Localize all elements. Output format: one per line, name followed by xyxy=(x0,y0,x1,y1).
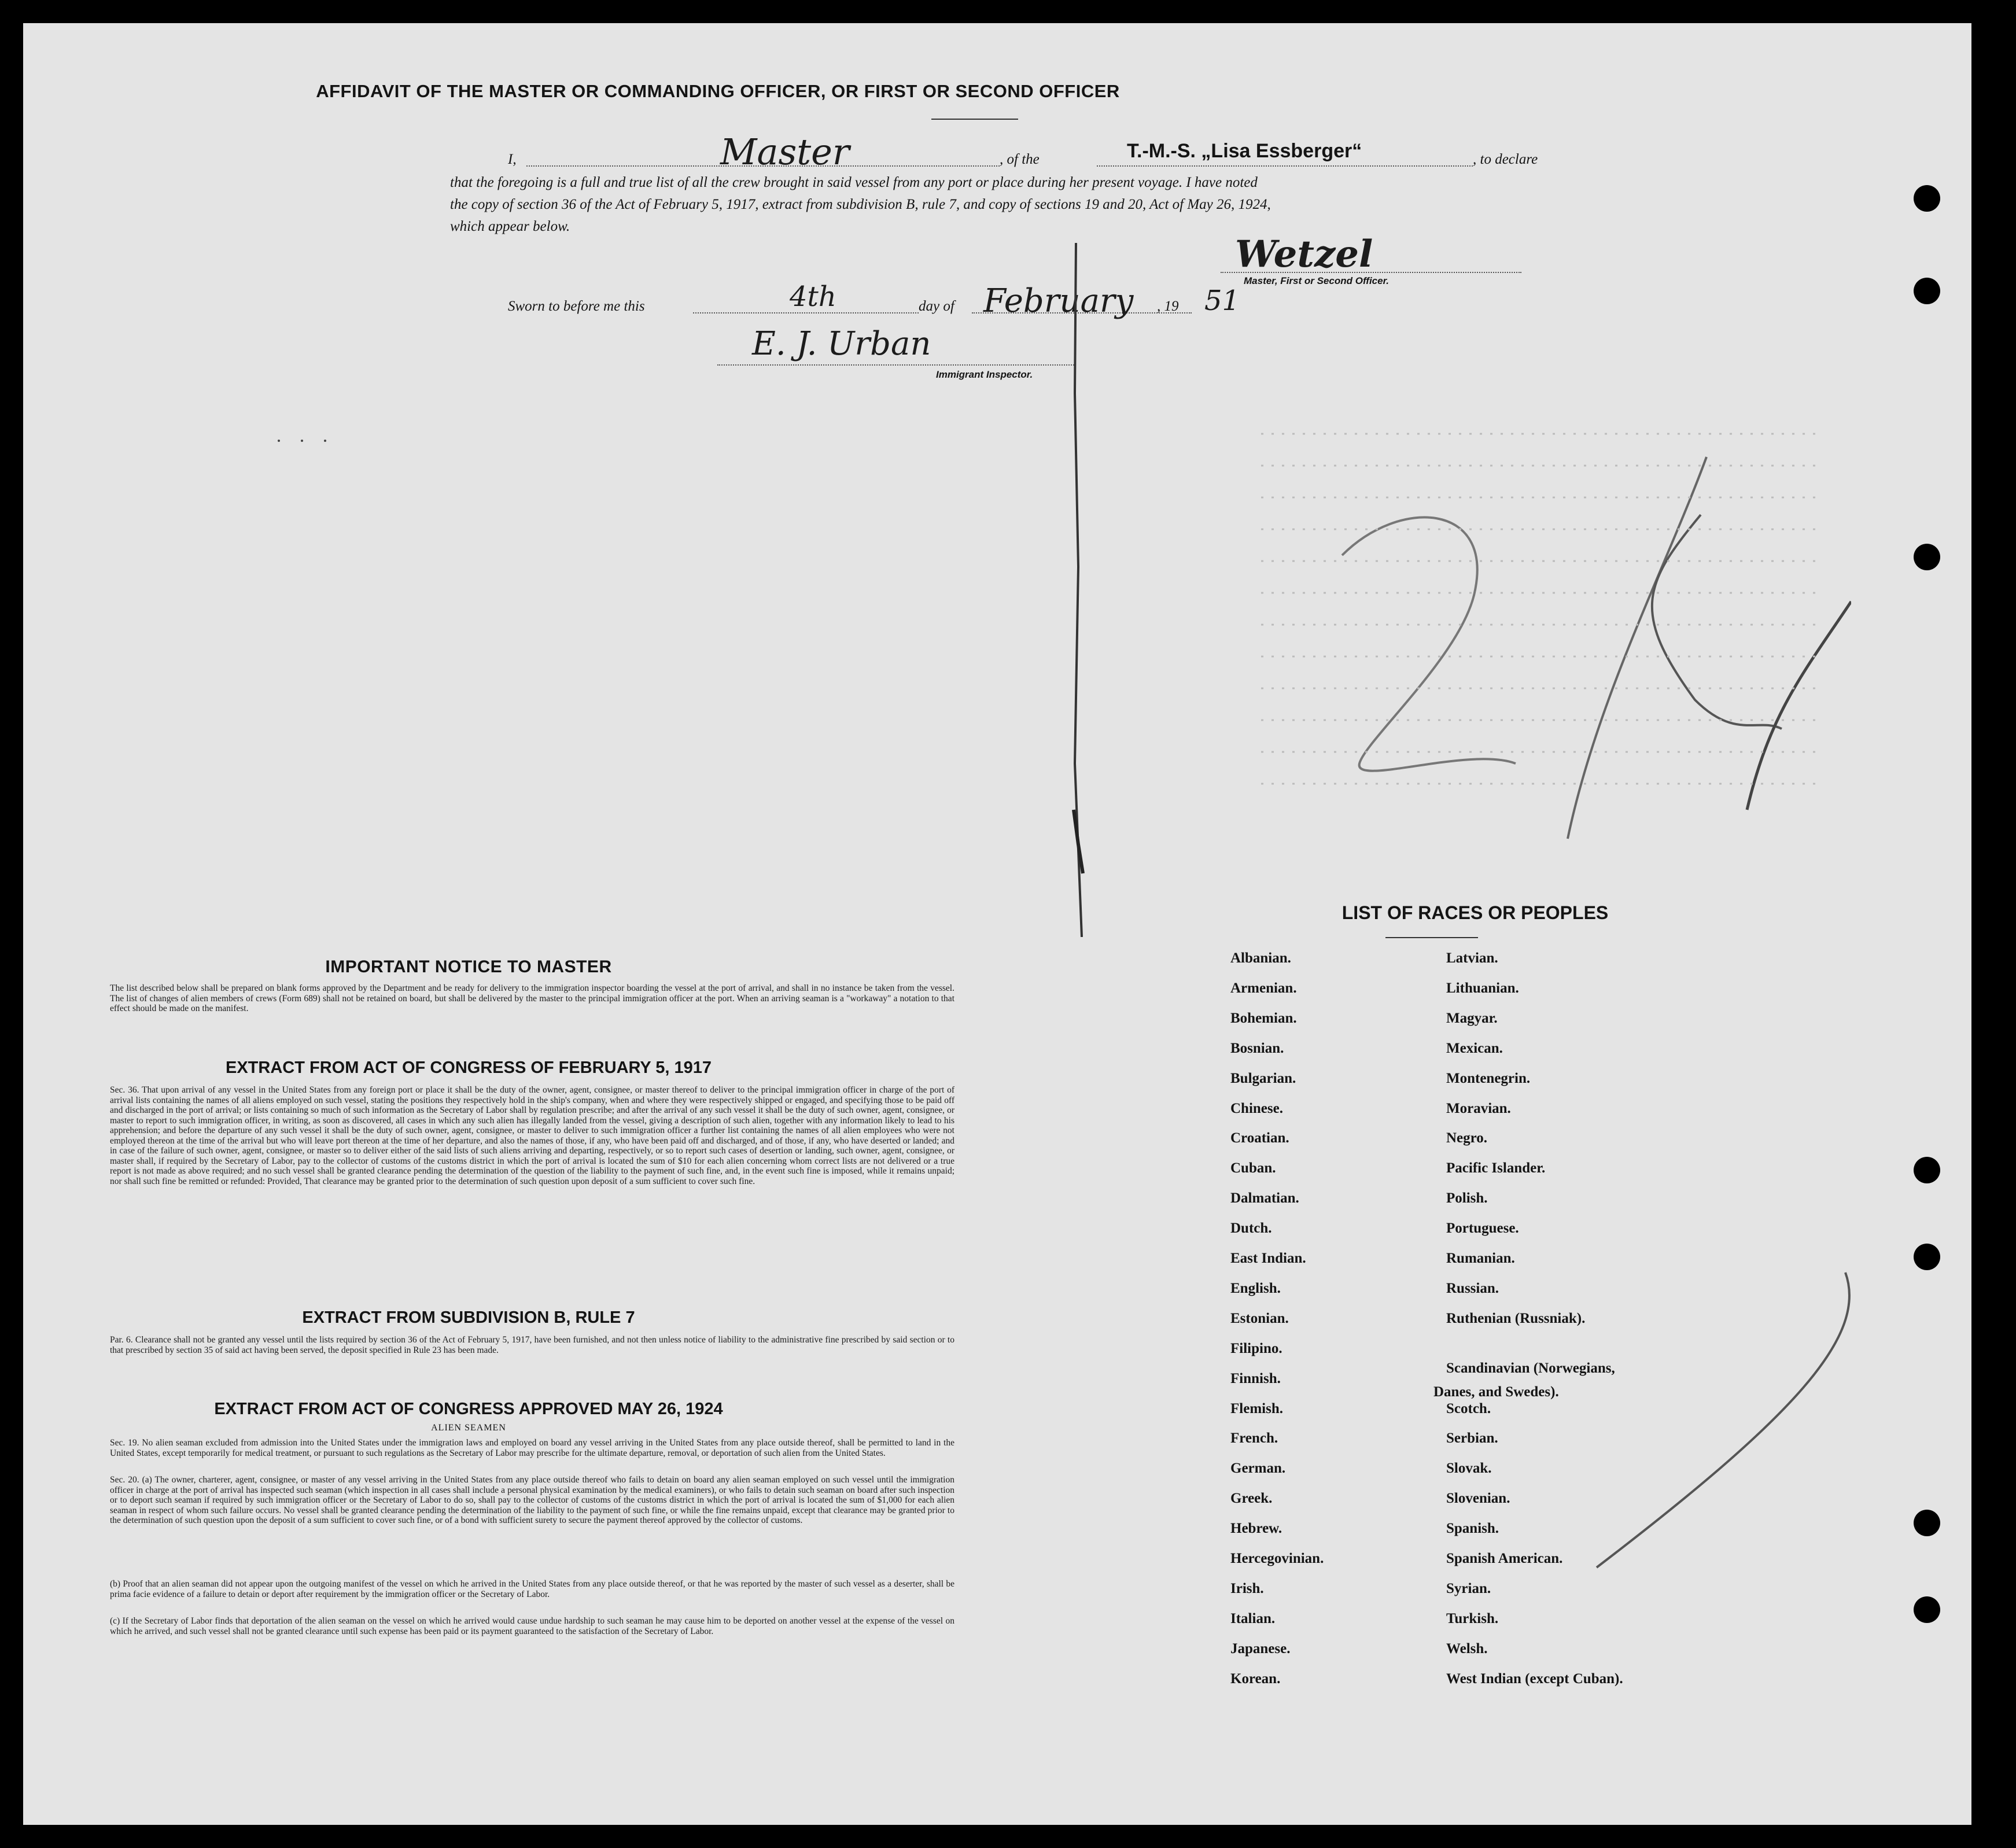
race-item: Negro. xyxy=(1446,1130,1488,1146)
race-item: Syrian. xyxy=(1446,1580,1491,1596)
race-item: Bohemian. xyxy=(1230,1010,1297,1026)
race-item: English. xyxy=(1230,1280,1281,1296)
race-item: Mexican. xyxy=(1446,1040,1503,1056)
extract-1917-title: EXTRACT FROM ACT OF CONGRESS OF FEBRUARY 5, 1917 xyxy=(225,1058,712,1077)
extract-rule7-title: EXTRACT FROM SUBDIVISION B, RULE 7 xyxy=(302,1308,635,1327)
master-signature-line xyxy=(1221,272,1521,273)
day-of-label: day of xyxy=(919,298,954,314)
stray-mark xyxy=(278,440,280,442)
i-label: I, xyxy=(508,152,517,167)
race-item: Latvian. xyxy=(1446,950,1498,966)
race-item: Polish. xyxy=(1446,1190,1488,1207)
race-item: Bulgarian. xyxy=(1230,1070,1296,1086)
punch-hole xyxy=(1914,544,1940,570)
to-declare-label: , to declare xyxy=(1473,152,1538,167)
notice-title: IMPORTANT NOTICE TO MASTER xyxy=(325,957,612,976)
punch-hole xyxy=(1914,185,1940,212)
race-item: Dalmatian. xyxy=(1230,1190,1299,1207)
master-caption: Master, First or Second Officer. xyxy=(1244,275,1389,286)
race-item: Welsh. xyxy=(1446,1640,1488,1657)
year-handwritten: 51 xyxy=(1204,285,1240,317)
race-item: Japanese. xyxy=(1230,1640,1291,1657)
race-item: Slovak. xyxy=(1446,1460,1492,1477)
race-item: Pacific Islander. xyxy=(1446,1160,1546,1176)
race-item: Irish. xyxy=(1230,1580,1264,1596)
race-item: Armenian. xyxy=(1230,980,1297,996)
race-item: Scandinavian (Norwegians, xyxy=(1446,1360,1615,1376)
master-signature: Wetzel xyxy=(1235,233,1373,276)
affidavit-body-line-3: which appear below. xyxy=(450,219,570,234)
race-item: Portuguese. xyxy=(1446,1220,1519,1237)
race-item: Spanish. xyxy=(1446,1521,1499,1537)
race-item: Filipino. xyxy=(1230,1340,1282,1356)
extract-1917-text: Sec. 36. That upon arrival of any vessel in the United States from any foreign port or place it shall be the duty of the owner, agent, consignee, or master thereof to deliver to the principal immigration officer in charge of the port of arrival lists containing the names of all aliens employed on such vessel, stating the positions they respectively hold in the ship's company, when and where they were respectively shipped or engaged, and specifying those to be paid off and discharged in the port of arrival; or lists containing so much of such information as the Secretary of Labor shall by regulation prescribe; and after the arrival of any such vessel it shall be the duty of such owner, agent, consignee, or master to report to such immigration officer, in writing, as soon as discovered, all cases in which any such alien has illegally landed from the vessel, giving a description of such alien, together with any information likely to lead to his apprehension; and before the departure of any such vessel it shall be the duty of such owner, agent, consignee, or master to deliver to such immigration officer a further list containing the names of all alien employees who were not employed thereon at the time of the arrival but who will leave port thereon at the time of her departure, and also the names of those, if any, who have been paid off and discharged, and of those, if any, who have deserted or landed; and in case of the failure of such owner, agent, consignee, or master so to deliver either of the said lists of such aliens arriving and departing, respectively, or so to report such cases of desertion or landing, such owner, agent, consignee, or master shall, if required by the Secretary of Labor, pay to the collector of customs of the customs district in which the port of arrival is located the sum of $10 for each alien concerning whom correct lists are not delivered or a true report is not made as above required; and no such vessel shall be granted clearance pending the determination of the question of the liability to the payment of such fine, and, in the event such fine is imposed, while it remains unpaid; nor shall such fine be remitted or refunded: Provided, That clearance may be granted prior to the determination of such question upon deposit of a sum sufficient to cover such fine. xyxy=(110,1085,954,1186)
extract-1924-sec20a: Sec. 20. (a) The owner, charterer, agent, consignee, or master of any vessel arriving in the United States from any place outside thereof who fails to detain on board any alien seaman employed on such vessel until the immigration officer in charge at the port of arrival has inspected such seaman (which inspection in all cases shall include a personal physical examination by the medical examiners), or who fails to detain such seaman on board after such inspection or to deport such seaman if required by such immigration officer or the Secretary of Labor to do so, shall pay to the collector of customs of the customs district in which the port of arrival is located the sum of $1,000 for each alien seaman in respect of whom such failure occurs. No vessel shall be granted clearance pending the determination of the liability to the payment of such fine, or while the fine remains unpaid, except that clearance may be granted prior to the determination of such question upon the deposit of a sum sufficient to cover such fine, or of a bond with sufficient surety to secure the payment thereof approved by the collector of customs. xyxy=(110,1475,954,1525)
race-item: Scotch. xyxy=(1446,1400,1491,1417)
affidavit-body-line-1: that the foregoing is a full and true list of all the crew brought in said vessel from any port or place during her present voyage. I have noted xyxy=(450,175,1258,190)
race-item: Estonian. xyxy=(1230,1310,1289,1326)
inspector-signature: E. J. Urban xyxy=(752,325,931,363)
stray-mark xyxy=(301,440,303,442)
race-item: Lithuanian. xyxy=(1446,980,1519,996)
year-prefix: , 19 xyxy=(1157,298,1179,314)
inspector-signature-line xyxy=(717,364,1076,366)
race-item: Turkish. xyxy=(1446,1610,1499,1626)
race-item: Magyar. xyxy=(1446,1010,1498,1026)
race-item: Greek. xyxy=(1230,1491,1273,1507)
notice-text: The list described below shall be prepared on blank forms approved by the Department and be ready for delivery to the immigration inspector boarding the vessel at the port of arrival, and shall in no instance be taken from the vessel. The list of changes of alien members of crews (Form 689) shall not be retained on board, but shall be delivered by the master to the principal immigration officer at the port. When an arriving seaman is a "workaway" a notation to that effect should be made on the manifest. xyxy=(110,983,954,1013)
race-item: Croatian. xyxy=(1230,1130,1289,1146)
affidavit-body-line-2: the copy of section 36 of the Act of February 5, 1917, extract from subdivision B, rule 7, and copy of sections 19 and 20, Act of May 26, 1924, xyxy=(450,197,1271,212)
vessel-field-line xyxy=(1097,165,1473,167)
of-the-label: , of the xyxy=(1000,152,1040,167)
race-item: Hercegovinian. xyxy=(1230,1551,1324,1566)
punch-hole xyxy=(1914,1596,1940,1623)
races-title: LIST OF RACES OR PEOPLES xyxy=(1341,902,1609,923)
month-handwritten: February xyxy=(983,282,1134,320)
day-handwritten: 4th xyxy=(790,281,836,313)
vessel-name: T.-M.-S. „Lisa Essberger“ xyxy=(1127,140,1362,162)
race-item: Albanian. xyxy=(1230,950,1291,966)
extract-1924-title: EXTRACT FROM ACT OF CONGRESS APPROVED MAY 26, 1924 xyxy=(214,1400,723,1418)
stray-mark xyxy=(324,440,326,442)
punch-hole xyxy=(1914,1157,1940,1183)
race-item: French. xyxy=(1230,1430,1278,1447)
race-item: Hebrew. xyxy=(1230,1521,1282,1537)
race-item: Korean. xyxy=(1230,1670,1281,1687)
race-item: East Indian. xyxy=(1230,1251,1306,1266)
sworn-label: Sworn to before me this xyxy=(508,298,645,314)
race-item: Spanish American. xyxy=(1446,1551,1563,1566)
extract-1924-sec20c: (c) If the Secretary of Labor finds that deportation of the alien seaman on the vessel on which he arrived would cause undue hardship to such seaman he may cause him to be deported on another vessel at the expense of the vessel on which he arrived, and such vessel shall not be granted clearance until such expense has been paid or its payment guaranteed to the satisfaction of the Secretary of Labor. xyxy=(110,1616,954,1636)
races-rule xyxy=(1385,937,1478,938)
extract-rule7-text: Par. 6. Clearance shall not be granted any vessel until the lists required by section 36 of the Act of February 5, 1917, have been furnished, and not then unless notice of liability to the administrative fine prescribed by said section or to that prescribed by section 35 of said act having been served, the deposit specified in Rule 23 has been made. xyxy=(110,1335,954,1355)
extract-1924-sec20b: (b) Proof that an alien seaman did not appear upon the outgoing manifest of the vessel on which he arrived in the United States from any place outside thereof, or that he was reported by the master of such vessel as a deserter, shall be prima facie evidence of a failure to detain or deport after requirement by the immigration officer or the Secretary of Labor. xyxy=(110,1579,954,1599)
extract-1924-subtitle: ALIEN SEAMEN xyxy=(431,1423,506,1433)
race-item: Cuban. xyxy=(1230,1160,1276,1176)
race-item: Dutch. xyxy=(1230,1220,1272,1237)
race-item: Rumanian. xyxy=(1446,1251,1515,1266)
title-rule xyxy=(931,119,1018,120)
rank-handwritten: Master xyxy=(720,131,850,173)
race-item: Slovenian. xyxy=(1446,1491,1510,1507)
race-item: Serbian. xyxy=(1446,1430,1498,1447)
race-item: Bosnian. xyxy=(1230,1040,1284,1056)
race-scandinavian-cont: Danes, and Swedes). xyxy=(1433,1384,1559,1400)
race-item: Moravian. xyxy=(1446,1100,1511,1116)
punch-hole xyxy=(1914,1244,1940,1270)
race-item: Ruthenian (Russniak). xyxy=(1446,1310,1586,1326)
extract-1924-sec19: Sec. 19. No alien seaman excluded from admission into the United States under the immigration laws and employed on board any vessel arriving in the United States from any place outside thereof, shall be permitted to land in the United States, except temporarily for medical treatment, or pursuant to such regulations as the Secretary of Labor may prescribe for the ultimate departure, removal, or deportation of such alien from the United States. xyxy=(110,1438,954,1458)
race-item: Montenegrin. xyxy=(1446,1070,1531,1086)
race-item: Russian. xyxy=(1446,1280,1499,1296)
race-item: Italian. xyxy=(1230,1610,1276,1626)
pencil-stroke xyxy=(1573,1267,1886,1591)
race-item: Chinese. xyxy=(1230,1100,1283,1116)
race-item: Flemish. xyxy=(1230,1400,1283,1417)
race-item: Finnish. xyxy=(1230,1370,1281,1386)
race-item: West Indian (except Cuban). xyxy=(1446,1670,1623,1687)
affidavit-title: AFFIDAVIT OF THE MASTER OR COMMANDING OFFICER, OR FIRST OR SECOND OFFICER xyxy=(316,81,1120,101)
race-item: German. xyxy=(1230,1460,1286,1477)
punch-hole xyxy=(1914,1510,1940,1536)
document-page xyxy=(23,23,1971,1825)
inspector-caption: Immigrant Inspector. xyxy=(936,369,1033,380)
punch-hole xyxy=(1914,278,1940,304)
faint-table-remnants xyxy=(1238,422,1816,1232)
fold-crease xyxy=(1053,243,1099,937)
